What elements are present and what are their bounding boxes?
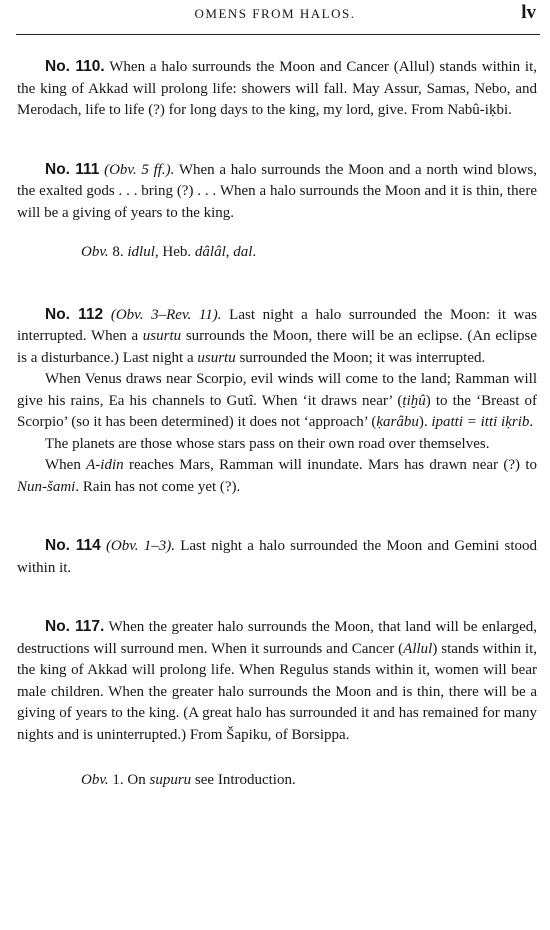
page-number: lv — [521, 2, 536, 23]
entry-114 — [17, 535, 537, 579]
footnote-text: see Introduction. — [191, 772, 296, 788]
footnote-num: 1. — [108, 772, 128, 788]
entry-reference: (Obv. 5 ff.). — [104, 161, 175, 178]
entry-paragraph: The planets are those whose stars pass on their own road over themselves. — [45, 435, 490, 452]
entry-term: Allul — [403, 640, 433, 657]
entry-term: Nun-šami — [17, 478, 76, 495]
entry-text: When the greater halo surrounds the Moon, that land will be enlarged, destructions will surround men. When it surrounds and Cancer ( — [17, 619, 537, 657]
note-hebrew: dal — [233, 244, 253, 260]
entry-text: When Venus draws near Scorpio, evil winds will come to the land; Ramman will give his rains, Ea his channels to Gutî. When ‘it draws near’ ( — [17, 371, 537, 409]
footnote-term: supuru — [149, 772, 192, 788]
entry-number: No. 114 — [45, 537, 101, 554]
entry-term: usurtu — [197, 349, 236, 366]
entry-note — [81, 242, 537, 264]
entry-111 — [17, 159, 537, 225]
note-hebrew: dâlâl — [194, 244, 226, 260]
entry-text: Last night a halo surrounded the Moon and Gemini stood within it. — [17, 538, 537, 576]
footnote-text: On — [127, 772, 150, 788]
entry-term: ṭiḫû — [402, 392, 426, 409]
footnote-ref: Obv. — [81, 772, 109, 788]
entry-paragraph — [17, 56, 537, 122]
entry-number: No. 111 — [45, 160, 100, 178]
entry-110 — [17, 56, 537, 122]
entry-paragraph — [17, 304, 537, 370]
entry-text: ). — [418, 414, 432, 430]
page-body — [17, 56, 537, 792]
entry-text: ) to the ‘Breast of Scorpio’ (so it has been determined) it does not ‘approach’ ( — [17, 392, 537, 430]
entry-number: No. 117. — [45, 618, 105, 635]
entry-paragraph — [17, 535, 537, 579]
entry-paragraph — [17, 159, 537, 225]
entry-paragraph — [17, 369, 537, 434]
entry-text: When — [45, 457, 87, 473]
entry-text: surrounded the Moon; it was interrupted. — [235, 349, 486, 366]
entry-term: ḳarâbu — [376, 414, 419, 430]
entry-text: When a halo surrounds the Moon and Cancer (Allul) stands within it, the king of Akkad will prolong life: showers will fall. May Assur, Samas, Nebo, and Merodach, life to life (?) for long days to the king, my lord, give. From Nabû-iḳbi. — [17, 59, 538, 118]
note-ref: Obv. — [81, 244, 109, 260]
entry-reference: (Obv. 1–3). — [105, 538, 176, 554]
entry-text: ) stands within it, the king of Akkad will prolong life. When Regulus stands within it, women will bear male children. When the greater halo surrounds the Moon and is thin, there will be a giving of years to the king. (A great halo has surrounded it and has remained for many nights and is uninterrupted.) From Šapiku, of Borsippa. — [17, 640, 537, 743]
note-sep: , — [225, 244, 234, 260]
entry-text: When a halo surrounds the Moon and a north wind blows, the exalted gods . . . bring (?) . . . When a halo surrounds the Moon and it is thin, there will be a giving of years to the king. — [17, 161, 538, 221]
note-text: , Heb. — [154, 244, 195, 260]
note-end: . — [252, 244, 257, 260]
page-header — [0, 0, 550, 36]
entry-paragraph — [17, 455, 537, 498]
entry-number: No. 112 — [45, 305, 104, 323]
entry-number: No. 110. — [45, 58, 105, 75]
note-num: 8. — [108, 244, 128, 260]
note-word: idlul — [127, 244, 155, 260]
entry-text: Last night a halo surrounded the Moon: it was interrupted. When a — [17, 306, 537, 344]
entry-paragraph — [17, 616, 537, 746]
entry-term: usurtu — [142, 328, 182, 344]
entry-text: reaches Mars, Ramman will inundate. Mars has drawn near (?) to — [123, 457, 537, 473]
running-head: OMENS FROM HALOS. — [194, 6, 356, 21]
entry-text: . — [529, 414, 534, 430]
entry-112 — [17, 304, 537, 499]
entry-term: ipatti = itti iḳrib — [431, 414, 530, 430]
entry-reference: (Obv. 3–Rev. 11). — [110, 306, 222, 323]
entry-text: surrounds the Moon, there will be an eclipse. (An eclipse is a disturbance.) Last night a — [17, 328, 537, 366]
entry-117 — [17, 616, 537, 746]
footnote — [81, 770, 537, 792]
entry-text: . Rain has not come yet (?). — [75, 478, 241, 495]
header-rule — [16, 34, 540, 35]
entry-term: A-idin — [86, 457, 124, 473]
